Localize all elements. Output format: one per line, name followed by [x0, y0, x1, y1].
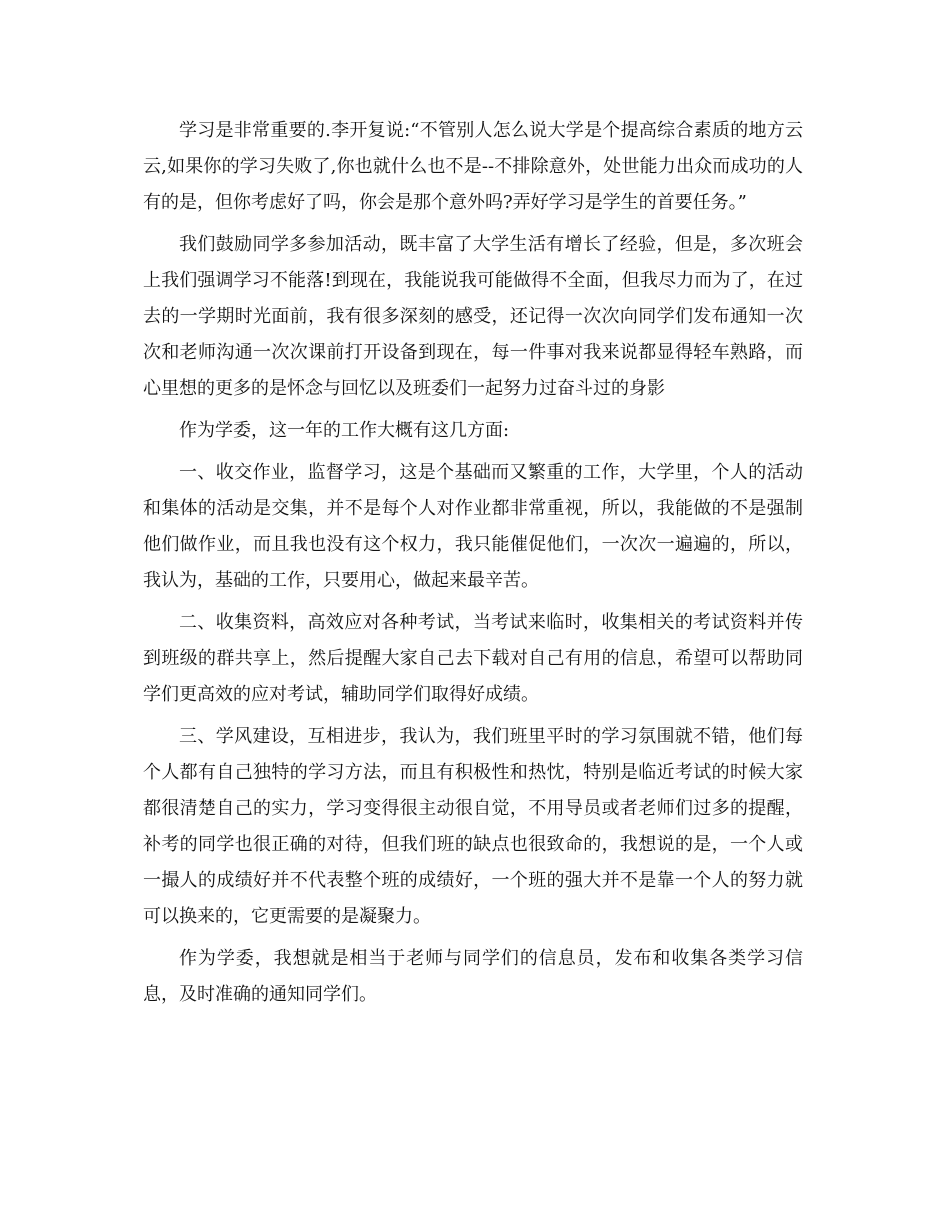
paragraph-materials: 二、收集资料，高效应对各种考试，当考试来临时，收集相关的考试资料并传到班级的群共享上，然后提醒大家自己去下载对自己有用的信息，希望可以帮助同学们更高效的应对考试，辅助同学们取得好成绩。: [143, 612, 803, 705]
paragraph-study-importance: 学习是非常重要的.李开复说:“不管别人怎么说大学是个提高综合素质的地方云云,如果你的学习失败了,你也就什么也不是--不排除意外，处世能力出众而成功的人有的是，但你考虑好了吗，你会是那个意外吗?弄好学习是学生的首要任务。”: [143, 120, 803, 213]
paragraph-conclusion: 作为学委，我想就是相当于老师与同学们的信息员，发布和收集各类学习信息，及时准确的通知同学们。: [143, 948, 803, 1005]
paragraph-homework: 一、收交作业，监督学习，这是个基础而又繁重的工作，大学里，个人的活动和集体的活动是交集，并不是每个人对作业都非常重视，所以，我能做的不是强制他们做作业，而且我也没有这个权力，我只能催促他们，一次次一遍遍的，所以，我认为，基础的工作，只要用心，做起来最辛苦。: [143, 462, 803, 591]
paragraph-activities: 我们鼓励同学多参加活动，既丰富了大学生活有增长了经验，但是，多次班会上我们强调学习不能落!到现在，我能说我可能做得不全面，但我尽力而为了，在过去的一学期时光面前，我有很多深刻的感受，还记得一次次向同学们发布通知一次次和老师沟通一次次课前打开设备到现在，每一件事对我来说都显得轻车熟路，而心里想的更多的是怀念与回忆以及班委们一起努力过奋斗过的身影: [143, 234, 803, 399]
paragraph-work-intro: 作为学委，这一年的工作大概有这几方面:: [179, 420, 510, 441]
document-body: [143, 113, 803, 1019]
paragraph-study-style: 三、学风建设，互相进步，我认为，我们班里平时的学习氛围就不错，他们每个人都有自己独特的学习方法，而且有积极性和热忱，特别是临近考试的时候大家都很清楚自己的实力，学习变得很主动很自觉，不用导员或者老师们过多的提醒，补考的同学也很正确的对待，但我们班的缺点也很致命的，我想说的是，一个人或一撮人的成绩好并不代表整个班的成绩好，一个班的强大并不是靠一个人的努力就可以换来的，它更需要的是凝聚力。: [143, 726, 803, 927]
